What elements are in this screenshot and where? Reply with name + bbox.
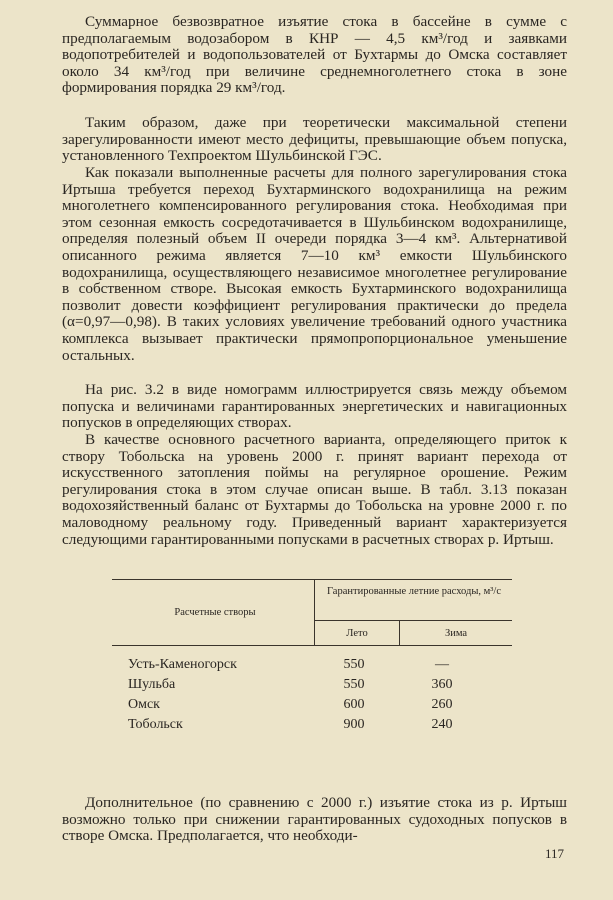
table-top-rule [112,579,512,580]
table-header-station: Расчетные створы [174,607,256,618]
station-name: Шульба [128,677,176,692]
paragraph: Суммарное безвозвратное изъятие стока в бассейне в сумме с предполагаемым водозабором в КНР — 4,5 км³/год и заявками водопотребителей и водопользователей от Бухтармы до Омска составляет около 34 км³/год при величине среднемноголетнего стока в зоне формирования порядка 29 км³/год. [62,13,567,97]
summer-flow: 600 [343,697,365,712]
table-header-summer: Лето [346,628,368,639]
summer-flow: 550 [343,657,365,672]
paragraph: Таким образом, даже при теоретически максимальной степени зарегулированности имеют место дефициты, превышающие объем попуска, установленного Техпроектом Шульбинской ГЭС. [62,114,567,165]
table-divider [399,620,400,645]
table-row [112,697,512,717]
station-name: Усть-Каменогорск [128,657,237,672]
table-subheader-rule [314,620,512,621]
table-header-rule [112,645,512,646]
table-row [112,717,512,737]
table-divider [314,579,315,645]
paragraph: Как показали выполненные расчеты для полного зарегулирования стока Иртыша требуется переход Бухтарминского водохранилища на режим многолетнего компенсированного регулирования стока. Необходимая при этом сезонная емкость сосредотачивается в Шульбинском водохранилище, определяя полезный объем II очереди порядка 3—4 км³. Альтернативой описанного режима является 7—10 км³ емкости Шульбинского водохранилища, осуществляющего независимое многолетнее регулирование в собственном створе. Высокая емкость Бухтарминского водохранилища позволит довести коэффициент регулирования практически до предела (α=0,97—0,98). В таких условиях увеличение требований одного участника комплекса вызывает практически прямопропорциональное уменьшение остальных. [62,164,567,364]
winter-flow: 360 [431,677,453,692]
table-header-flows: Гарантированные летние расходы, м³/с [326,586,502,597]
table-row [112,657,512,677]
table-row [112,677,512,697]
station-name: Тобольск [128,717,183,732]
winter-flow: 240 [431,717,453,732]
page-number: 117 [545,846,565,861]
paragraph: Дополнительное (по сравнению с 2000 г.) изъятие стока из р. Иртыш возможно только при снижении гарантированных судоходных попусков в створе Омска. Предполагается, что необходи- [62,794,567,845]
winter-flow: — [435,657,449,672]
summer-flow: 900 [343,717,365,732]
station-name: Омск [128,697,160,712]
paragraph: На рис. 3.2 в виде номограмм иллюстрируется связь между объемом попуска и величинами гарантированных энергетических и навигационных попусков в определяющих створах. [62,381,567,432]
table-header-winter: Зима [444,628,468,639]
paragraph: В качестве основного расчетного варианта, определяющего приток к створу Тобольска на уровень 2000 г. принят вариант перехода от искусственного затопления поймы на регулярное орошение. Режим регулирования стока в этом случае описан выше. В табл. 3.13 показан водохозяйственный баланс от Бухтармы до Тобольска на уровне 2000 г. по маловодному реальному году. Приведенный вариант характеризуется следующими гарантированными попусками в расчетных створах р. Иртыш. [62,431,567,548]
summer-flow: 550 [343,677,365,692]
winter-flow: 260 [431,697,453,712]
